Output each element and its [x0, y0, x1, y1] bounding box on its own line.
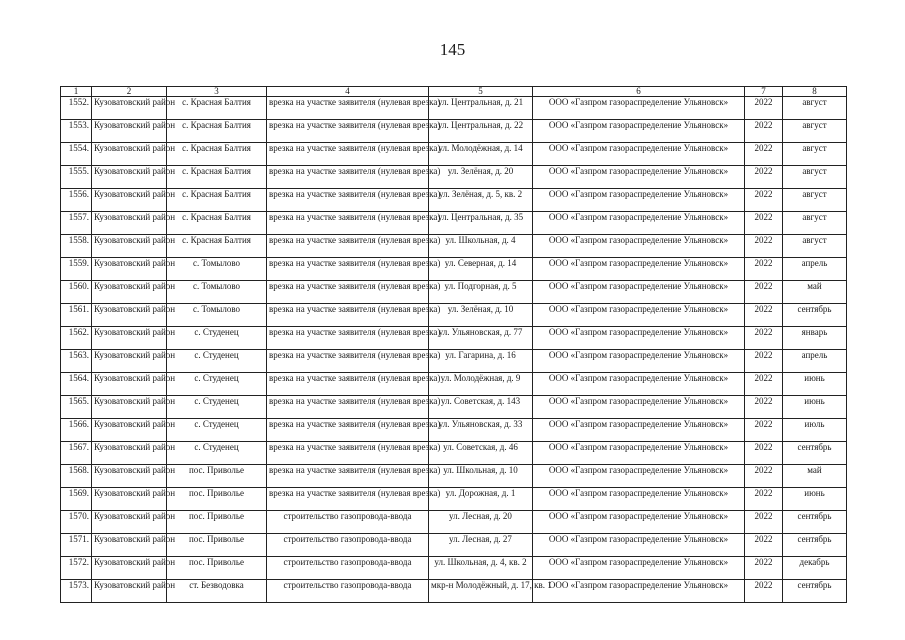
address-cell: ул. Лесная, д. 20	[429, 511, 533, 534]
work-type-cell: врезка на участке заявителя (нулевая врезка)	[267, 350, 429, 373]
district-cell: Кузоватовский район	[92, 212, 167, 235]
locality-cell: пос. Приволье	[167, 511, 267, 534]
enterprise-cell: ООО «Газпром газораспределение Ульяновск»	[533, 120, 745, 143]
row-number: 1555.	[61, 166, 92, 189]
address-cell: ул. Школьная, д. 4, кв. 2	[429, 557, 533, 580]
year-cell: 2022	[745, 442, 783, 465]
year-cell: 2022	[745, 557, 783, 580]
table-row	[61, 327, 847, 350]
address-cell: ул. Зелёная, д. 10	[429, 304, 533, 327]
enterprise-cell: ООО «Газпром газораспределение Ульяновск»	[533, 166, 745, 189]
year-cell: 2022	[745, 511, 783, 534]
district-cell: Кузоватовский район	[92, 396, 167, 419]
work-type-cell: строительство газопровода-ввода	[267, 511, 429, 534]
address-cell: ул. Северная, д. 14	[429, 258, 533, 281]
table-row	[61, 557, 847, 580]
table-row	[61, 212, 847, 235]
work-type-cell: врезка на участке заявителя (нулевая врезка)	[267, 97, 429, 120]
address-cell: ул. Центральная, д. 22	[429, 120, 533, 143]
table-row	[61, 235, 847, 258]
locality-cell: с. Красная Балтия	[167, 189, 267, 212]
table-row	[61, 534, 847, 557]
district-cell: Кузоватовский район	[92, 557, 167, 580]
work-type-cell: врезка на участке заявителя (нулевая врезка)	[267, 166, 429, 189]
table-row	[61, 511, 847, 534]
district-cell: Кузоватовский район	[92, 442, 167, 465]
row-number: 1561.	[61, 304, 92, 327]
gasification-table	[60, 86, 847, 603]
work-type-cell: врезка на участке заявителя (нулевая врезка)	[267, 143, 429, 166]
work-type-cell: врезка на участке заявителя (нулевая врезка)	[267, 465, 429, 488]
locality-cell: пос. Приволье	[167, 534, 267, 557]
column-number: 3	[167, 87, 267, 97]
row-number: 1564.	[61, 373, 92, 396]
address-cell: ул. Центральная, д. 35	[429, 212, 533, 235]
row-number: 1568.	[61, 465, 92, 488]
locality-cell: с. Студенец	[167, 350, 267, 373]
year-cell: 2022	[745, 212, 783, 235]
row-number: 1565.	[61, 396, 92, 419]
year-cell: 2022	[745, 327, 783, 350]
address-cell: ул. Центральная, д. 21	[429, 97, 533, 120]
district-cell: Кузоватовский район	[92, 97, 167, 120]
address-cell: ул. Школьная, д. 4	[429, 235, 533, 258]
district-cell: Кузоватовский район	[92, 189, 167, 212]
month-cell: май	[783, 465, 847, 488]
month-cell: август	[783, 235, 847, 258]
year-cell: 2022	[745, 143, 783, 166]
month-cell: август	[783, 97, 847, 120]
locality-cell: с. Томылово	[167, 281, 267, 304]
locality-cell: пос. Приволье	[167, 557, 267, 580]
address-cell: ул. Ульяновская, д. 77	[429, 327, 533, 350]
table-row	[61, 442, 847, 465]
locality-cell: с. Томылово	[167, 304, 267, 327]
month-cell: сентябрь	[783, 304, 847, 327]
locality-cell: с. Красная Балтия	[167, 166, 267, 189]
page-number: 145	[439, 40, 466, 59]
year-cell: 2022	[745, 281, 783, 304]
address-cell: ул. Школьная, д. 10	[429, 465, 533, 488]
enterprise-cell: ООО «Газпром газораспределение Ульяновск»	[533, 534, 745, 557]
district-cell: Кузоватовский район	[92, 419, 167, 442]
district-cell: Кузоватовский район	[92, 120, 167, 143]
year-cell: 2022	[745, 350, 783, 373]
column-number: 7	[745, 87, 783, 97]
year-cell: 2022	[745, 373, 783, 396]
month-cell: июнь	[783, 488, 847, 511]
table-row	[61, 488, 847, 511]
district-cell: Кузоватовский район	[92, 488, 167, 511]
row-number: 1566.	[61, 419, 92, 442]
address-cell: ул. Гагарина, д. 16	[429, 350, 533, 373]
row-number: 1567.	[61, 442, 92, 465]
work-type-cell: врезка на участке заявителя (нулевая врезка)	[267, 258, 429, 281]
month-cell: сентябрь	[783, 442, 847, 465]
enterprise-cell: ООО «Газпром газораспределение Ульяновск»	[533, 350, 745, 373]
table-row	[61, 350, 847, 373]
row-number: 1570.	[61, 511, 92, 534]
month-cell: январь	[783, 327, 847, 350]
year-cell: 2022	[745, 258, 783, 281]
month-cell: август	[783, 189, 847, 212]
enterprise-cell: ООО «Газпром газораспределение Ульяновск»	[533, 143, 745, 166]
row-number: 1572.	[61, 557, 92, 580]
month-cell: август	[783, 212, 847, 235]
work-type-cell: врезка на участке заявителя (нулевая врезка)	[267, 488, 429, 511]
month-cell: декабрь	[783, 557, 847, 580]
month-cell: август	[783, 143, 847, 166]
address-cell: ул. Зелёная, д. 5, кв. 2	[429, 189, 533, 212]
month-cell: апрель	[783, 258, 847, 281]
district-cell: Кузоватовский район	[92, 511, 167, 534]
row-number: 1571.	[61, 534, 92, 557]
row-number: 1552.	[61, 97, 92, 120]
address-cell: ул. Зелёная, д. 20	[429, 166, 533, 189]
locality-cell: с. Красная Балтия	[167, 97, 267, 120]
year-cell: 2022	[745, 465, 783, 488]
column-number: 2	[92, 87, 167, 97]
row-number: 1559.	[61, 258, 92, 281]
row-number: 1560.	[61, 281, 92, 304]
table-row	[61, 281, 847, 304]
district-cell: Кузоватовский район	[92, 235, 167, 258]
month-cell: сентябрь	[783, 534, 847, 557]
row-number: 1573.	[61, 580, 92, 603]
column-number: 6	[533, 87, 745, 97]
year-cell: 2022	[745, 580, 783, 603]
address-cell: ул. Ульяновская, д. 33	[429, 419, 533, 442]
month-cell: июль	[783, 419, 847, 442]
work-type-cell: строительство газопровода-ввода	[267, 534, 429, 557]
row-number: 1563.	[61, 350, 92, 373]
address-cell: ул. Советская, д. 143	[429, 396, 533, 419]
table-row	[61, 189, 847, 212]
district-cell: Кузоватовский район	[92, 258, 167, 281]
enterprise-cell: ООО «Газпром газораспределение Ульяновск»	[533, 327, 745, 350]
locality-cell: с. Студенец	[167, 396, 267, 419]
column-number: 4	[267, 87, 429, 97]
table-row	[61, 373, 847, 396]
district-cell: Кузоватовский район	[92, 534, 167, 557]
work-type-cell: врезка на участке заявителя (нулевая врезка)	[267, 327, 429, 350]
district-cell: Кузоватовский район	[92, 143, 167, 166]
enterprise-cell: ООО «Газпром газораспределение Ульяновск»	[533, 419, 745, 442]
work-type-cell: врезка на участке заявителя (нулевая врезка)	[267, 189, 429, 212]
enterprise-cell: ООО «Газпром газораспределение Ульяновск»	[533, 258, 745, 281]
month-cell: апрель	[783, 350, 847, 373]
month-cell: сентябрь	[783, 580, 847, 603]
row-number: 1557.	[61, 212, 92, 235]
month-cell: май	[783, 281, 847, 304]
enterprise-cell: ООО «Газпром газораспределение Ульяновск»	[533, 189, 745, 212]
district-cell: Кузоватовский район	[92, 465, 167, 488]
year-cell: 2022	[745, 304, 783, 327]
enterprise-cell: ООО «Газпром газораспределение Ульяновск»	[533, 235, 745, 258]
work-type-cell: врезка на участке заявителя (нулевая врезка)	[267, 212, 429, 235]
district-cell: Кузоватовский район	[92, 304, 167, 327]
locality-cell: с. Красная Балтия	[167, 212, 267, 235]
month-cell: август	[783, 166, 847, 189]
year-cell: 2022	[745, 235, 783, 258]
district-cell: Кузоватовский район	[92, 281, 167, 304]
work-type-cell: врезка на участке заявителя (нулевая врезка)	[267, 235, 429, 258]
year-cell: 2022	[745, 488, 783, 511]
locality-cell: ст. Безводовка	[167, 580, 267, 603]
year-cell: 2022	[745, 396, 783, 419]
enterprise-cell: ООО «Газпром газораспределение Ульяновск»	[533, 580, 745, 603]
table-row	[61, 419, 847, 442]
district-cell: Кузоватовский район	[92, 580, 167, 603]
locality-cell: пос. Приволье	[167, 465, 267, 488]
address-cell: ул. Лесная, д. 27	[429, 534, 533, 557]
work-type-cell: врезка на участке заявителя (нулевая врезка)	[267, 442, 429, 465]
column-number: 8	[783, 87, 847, 97]
table-row	[61, 97, 847, 120]
address-cell: ул. Молодёжная, д. 14	[429, 143, 533, 166]
locality-cell: с. Студенец	[167, 327, 267, 350]
address-cell: ул. Молодёжная, д. 9	[429, 373, 533, 396]
address-cell: ул. Подгорная, д. 5	[429, 281, 533, 304]
work-type-cell: врезка на участке заявителя (нулевая врезка)	[267, 120, 429, 143]
locality-cell: пос. Приволье	[167, 488, 267, 511]
column-number-row	[61, 87, 847, 97]
work-type-cell: врезка на участке заявителя (нулевая врезка)	[267, 304, 429, 327]
enterprise-cell: ООО «Газпром газораспределение Ульяновск»	[533, 97, 745, 120]
enterprise-cell: ООО «Газпром газораспределение Ульяновск»	[533, 396, 745, 419]
work-type-cell: строительство газопровода-ввода	[267, 557, 429, 580]
work-type-cell: врезка на участке заявителя (нулевая врезка)	[267, 373, 429, 396]
enterprise-cell: ООО «Газпром газораспределение Ульяновск»	[533, 511, 745, 534]
month-cell: июнь	[783, 396, 847, 419]
work-type-cell: строительство газопровода-ввода	[267, 580, 429, 603]
enterprise-cell: ООО «Газпром газораспределение Ульяновск»	[533, 212, 745, 235]
month-cell: июнь	[783, 373, 847, 396]
row-number: 1558.	[61, 235, 92, 258]
table-row	[61, 396, 847, 419]
district-cell: Кузоватовский район	[92, 166, 167, 189]
address-cell: ул. Дорожная, д. 1	[429, 488, 533, 511]
row-number: 1569.	[61, 488, 92, 511]
address-cell: ул. Советская, д. 46	[429, 442, 533, 465]
table-row	[61, 143, 847, 166]
enterprise-cell: ООО «Газпром газораспределение Ульяновск»	[533, 373, 745, 396]
district-cell: Кузоватовский район	[92, 327, 167, 350]
locality-cell: с. Студенец	[167, 442, 267, 465]
year-cell: 2022	[745, 534, 783, 557]
month-cell: сентябрь	[783, 511, 847, 534]
enterprise-cell: ООО «Газпром газораспределение Ульяновск»	[533, 465, 745, 488]
locality-cell: с. Студенец	[167, 373, 267, 396]
table-row	[61, 120, 847, 143]
row-number: 1556.	[61, 189, 92, 212]
district-cell: Кузоватовский район	[92, 350, 167, 373]
enterprise-cell: ООО «Газпром газораспределение Ульяновск»	[533, 304, 745, 327]
work-type-cell: врезка на участке заявителя (нулевая врезка)	[267, 396, 429, 419]
enterprise-cell: ООО «Газпром газораспределение Ульяновск»	[533, 557, 745, 580]
locality-cell: с. Красная Балтия	[167, 143, 267, 166]
year-cell: 2022	[745, 120, 783, 143]
column-number: 5	[429, 87, 533, 97]
enterprise-cell: ООО «Газпром газораспределение Ульяновск»	[533, 488, 745, 511]
locality-cell: с. Томылово	[167, 258, 267, 281]
row-number: 1554.	[61, 143, 92, 166]
table-row	[61, 304, 847, 327]
address-cell: мкр-н Молодёжный, д. 17, кв. 1	[429, 580, 533, 603]
row-number: 1553.	[61, 120, 92, 143]
column-number: 1	[61, 87, 92, 97]
work-type-cell: врезка на участке заявителя (нулевая врезка)	[267, 281, 429, 304]
month-cell: август	[783, 120, 847, 143]
table-row	[61, 258, 847, 281]
work-type-cell: врезка на участке заявителя (нулевая врезка)	[267, 419, 429, 442]
enterprise-cell: ООО «Газпром газораспределение Ульяновск»	[533, 281, 745, 304]
year-cell: 2022	[745, 189, 783, 212]
row-number: 1562.	[61, 327, 92, 350]
locality-cell: с. Студенец	[167, 419, 267, 442]
locality-cell: с. Красная Балтия	[167, 235, 267, 258]
enterprise-cell: ООО «Газпром газораспределение Ульяновск»	[533, 442, 745, 465]
table-row	[61, 166, 847, 189]
table-row	[61, 580, 847, 603]
year-cell: 2022	[745, 419, 783, 442]
year-cell: 2022	[745, 166, 783, 189]
year-cell: 2022	[745, 97, 783, 120]
district-cell: Кузоватовский район	[92, 373, 167, 396]
table-row	[61, 465, 847, 488]
locality-cell: с. Красная Балтия	[167, 120, 267, 143]
